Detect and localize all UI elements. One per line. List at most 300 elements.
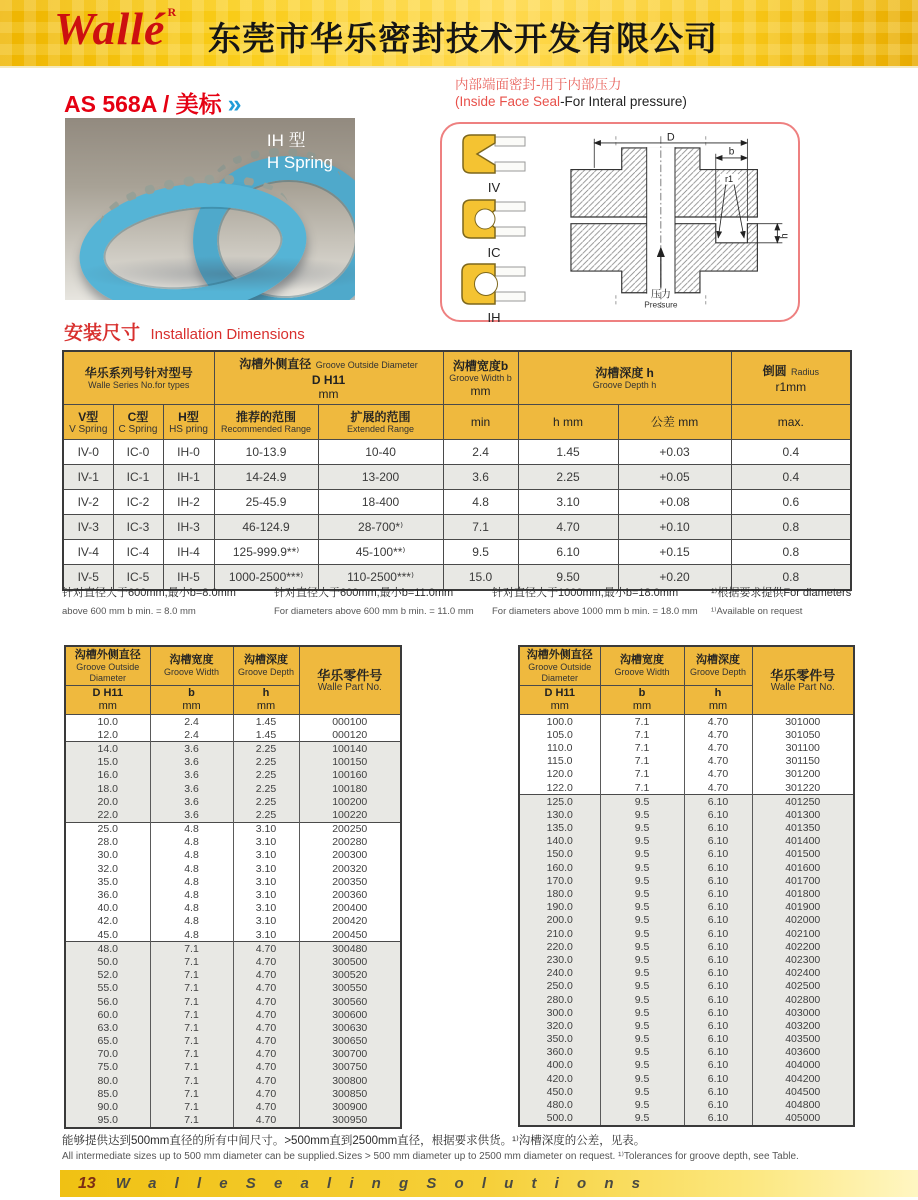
table-cell: 125-999.9**⁾ <box>214 540 318 565</box>
table-cell: 200300 <box>299 849 401 862</box>
table-cell: 22.0 <box>65 808 150 822</box>
table-cell: 100150 <box>299 756 401 769</box>
radius-en: Radius <box>791 367 820 377</box>
footer-brand: W a l l e S e a l i n g S o l u t i o n s <box>115 1175 648 1192</box>
part-no-header: 华乐零件号 Walle Part No. <box>752 646 854 715</box>
table-row <box>65 822 401 836</box>
table-row <box>65 756 401 769</box>
table-row <box>65 1008 401 1021</box>
groove-width-header: 沟槽宽度 Groove Width <box>150 646 233 686</box>
table-cell: 0.4 <box>731 465 851 490</box>
table-cell: 6.10 <box>684 953 752 966</box>
table-cell: 360.0 <box>519 1046 600 1059</box>
table-cell: 3.6 <box>150 756 233 769</box>
table-cell: 0.6 <box>731 490 851 515</box>
h-header: h mm <box>684 686 752 715</box>
table-cell: 122.0 <box>519 781 600 795</box>
table-row <box>65 795 401 808</box>
table-cell: 6.10 <box>684 1019 752 1032</box>
table-cell: 4.70 <box>518 515 618 540</box>
table-cell: 3.6 <box>150 742 233 756</box>
table-cell: 6.10 <box>684 822 752 835</box>
groove-od-unit: mm <box>318 387 339 401</box>
note-1: 针对直径大于600mm,最小b=8.0mm above 600 mm b min. = 8.0 mm <box>62 587 236 617</box>
table-cell: 4.70 <box>233 1114 299 1128</box>
table-header-row <box>65 646 401 686</box>
table-cell: 4.70 <box>684 781 752 795</box>
table-cell: 300600 <box>299 1008 401 1021</box>
table-row <box>65 742 401 756</box>
table-cell: 7.1 <box>150 1074 233 1087</box>
inside-face-seal-en-red: (Inside Face Seal <box>455 94 561 109</box>
table-cell: 4.8 <box>150 822 233 836</box>
table-cell: 7.1 <box>600 741 684 754</box>
table-cell: 45-100**⁾ <box>318 540 443 565</box>
table-row <box>63 515 851 540</box>
table-cell: 9.5 <box>600 953 684 966</box>
ic-profile-icon <box>459 197 529 241</box>
table-cell: 350.0 <box>519 1033 600 1046</box>
table-cell: 7.1 <box>150 1061 233 1074</box>
table-cell: 4.8 <box>150 836 233 849</box>
table-cell: 4.70 <box>233 955 299 968</box>
table-cell: IH-0 <box>163 440 214 465</box>
radius-symbol: r1mm <box>775 380 807 394</box>
table-row <box>519 1033 854 1046</box>
table-cell: 3.6 <box>150 769 233 782</box>
table-cell: 14.0 <box>65 742 150 756</box>
table-row <box>65 808 401 822</box>
table-cell: 000120 <box>299 728 401 742</box>
table-cell: 4.70 <box>684 755 752 768</box>
table-cell: 401700 <box>752 874 854 887</box>
footer-note: 能够提供达到500mm直径的所有中间尺寸。>500mm直到2500mm直径，根据要求供货。¹⁾沟槽深度的公差，见表。 All intermediate sizes up to 500 mm diameter can be supplied.Sizes > 500 mm diameter up to 2500 mm diameter on request. ¹⁾Tolerances for groove depth, see Table. <box>62 1135 799 1162</box>
table-cell: 7.1 <box>150 969 233 982</box>
table-row <box>519 1085 854 1098</box>
profile-iv <box>454 132 534 194</box>
inside-face-seal-cn: 内部端面密封-用于内部压力 <box>455 77 622 92</box>
table-cell: 9.5 <box>600 914 684 927</box>
seal-product-photo <box>65 118 355 300</box>
table-cell: 6.10 <box>684 901 752 914</box>
table-cell: IH-4 <box>163 540 214 565</box>
table-row <box>519 822 854 835</box>
table-row <box>519 781 854 795</box>
table-cell: 300520 <box>299 969 401 982</box>
table-subheader-row <box>63 405 851 440</box>
install-heading <box>64 318 305 345</box>
table-cell: 46-124.9 <box>214 515 318 540</box>
table-cell: 9.50 <box>518 565 618 591</box>
table-row <box>519 1006 854 1019</box>
table-cell: 2.4 <box>150 728 233 742</box>
table-row <box>519 953 854 966</box>
dim-label-h: h <box>779 233 791 239</box>
table-cell: IV-0 <box>63 440 113 465</box>
table-cell: 7.1 <box>150 955 233 968</box>
table-cell: 220.0 <box>519 940 600 953</box>
groove-od-en: Groove Outside Diameter <box>315 360 418 370</box>
table-cell: 9.5 <box>600 901 684 914</box>
table-cell: 7.1 <box>150 1087 233 1100</box>
table-cell: 85.0 <box>65 1087 150 1100</box>
d-h11-header: D H11 mm <box>519 686 600 715</box>
table-row <box>63 440 851 465</box>
table-cell: 15.0 <box>65 756 150 769</box>
table-cell: IH-2 <box>163 490 214 515</box>
table-cell: IC-1 <box>113 465 163 490</box>
table-cell: 6.10 <box>684 1112 752 1126</box>
table-cell: 10.0 <box>65 715 150 729</box>
series-header-cn: 华乐系列号针对型号 <box>84 365 193 380</box>
groove-depth-header: 沟槽深度 Groove Depth <box>233 646 299 686</box>
table-cell: 401900 <box>752 901 854 914</box>
table-cell: 100160 <box>299 769 401 782</box>
table-cell: 3.10 <box>233 888 299 901</box>
table-cell: 301100 <box>752 741 854 754</box>
table-cell: 2.25 <box>518 465 618 490</box>
table-cell: 2.25 <box>233 742 299 756</box>
table-row <box>63 490 851 515</box>
table-cell: 100180 <box>299 782 401 795</box>
table-cell: 2.25 <box>233 808 299 822</box>
table-row <box>65 955 401 968</box>
radius-header <box>731 351 851 405</box>
part-no-header: 华乐零件号 Walle Part No. <box>299 646 401 715</box>
table-cell: 3.10 <box>233 915 299 928</box>
table-row <box>519 874 854 887</box>
table-cell: 4.70 <box>684 768 752 781</box>
table-cell: 9.5 <box>443 540 518 565</box>
installation-dimensions-table <box>62 350 852 591</box>
table-row <box>519 808 854 821</box>
extended-range-header: 扩展的范围 Extended Range <box>318 405 443 440</box>
table-cell: +0.10 <box>618 515 731 540</box>
table-cell: 3.10 <box>233 836 299 849</box>
table-cell: 1.45 <box>233 715 299 729</box>
table-cell: 6.10 <box>684 808 752 821</box>
header-band <box>0 0 918 68</box>
table-cell: 6.10 <box>684 1006 752 1019</box>
table-cell: 200350 <box>299 875 401 888</box>
table-cell: 9.5 <box>600 993 684 1006</box>
table-cell: 3.10 <box>233 862 299 875</box>
table-cell: 250.0 <box>519 980 600 993</box>
inside-face-seal-label <box>455 76 687 110</box>
profile-ih-label: IH <box>487 310 501 325</box>
table-cell: 4.70 <box>684 715 752 729</box>
table-cell: IC-4 <box>113 540 163 565</box>
table-cell: 80.0 <box>65 1074 150 1087</box>
table-cell: 300950 <box>299 1114 401 1128</box>
table-cell: 401800 <box>752 887 854 900</box>
table-cell: IV-4 <box>63 540 113 565</box>
table-cell: 3.10 <box>233 902 299 915</box>
inside-face-seal-en-rest: -For Interal pressure) <box>560 94 687 109</box>
pressure-label-cn: 压力 <box>650 289 671 301</box>
table-cell: 301000 <box>752 715 854 729</box>
groove-depth-group-header <box>518 351 731 405</box>
table-cell: 7.1 <box>600 755 684 768</box>
table-cell: 7.1 <box>150 942 233 956</box>
table-cell: 12.0 <box>65 728 150 742</box>
table-row <box>519 927 854 940</box>
standard-title <box>64 86 242 119</box>
table-cell: 65.0 <box>65 1035 150 1048</box>
table-cell: 6.10 <box>684 887 752 900</box>
table-row <box>519 1019 854 1032</box>
table-row <box>65 1087 401 1100</box>
table-cell: 3.10 <box>233 928 299 942</box>
table-cell: 401350 <box>752 822 854 835</box>
table-cell: 100200 <box>299 795 401 808</box>
table-cell: 404500 <box>752 1085 854 1098</box>
table-cell: 7.1 <box>150 1100 233 1113</box>
table-cell: 90.0 <box>65 1100 150 1113</box>
table-cell: 3.10 <box>233 849 299 862</box>
table-cell: 4.8 <box>150 902 233 915</box>
table-cell: 4.8 <box>150 928 233 942</box>
table-cell: +0.03 <box>618 440 731 465</box>
table-row <box>65 982 401 995</box>
c-spring-header: C型 C Spring <box>113 405 163 440</box>
table-cell: 30.0 <box>65 849 150 862</box>
table-cell: 9.5 <box>600 861 684 874</box>
table-cell: 4.70 <box>233 942 299 956</box>
table-cell: 110.0 <box>519 741 600 754</box>
profile-iv-label: IV <box>487 180 501 195</box>
table-cell: 4.70 <box>233 969 299 982</box>
table-cell: 9.5 <box>600 1112 684 1126</box>
table-cell: +0.20 <box>618 565 731 591</box>
table-cell: 35.0 <box>65 875 150 888</box>
table-cell: 4.70 <box>233 1100 299 1113</box>
table-cell: 6.10 <box>684 874 752 887</box>
table-cell: 420.0 <box>519 1072 600 1085</box>
table-cell: 0.8 <box>731 565 851 591</box>
max-header: max. <box>731 405 851 440</box>
table-cell: 3.10 <box>233 875 299 888</box>
installation-diagram-box <box>440 122 800 325</box>
photo-caption-en: H Spring <box>266 153 333 172</box>
pressure-label-en: Pressure <box>644 299 678 310</box>
table-cell: 9.5 <box>600 1072 684 1085</box>
table-cell: 301200 <box>752 768 854 781</box>
table-cell: 200420 <box>299 915 401 928</box>
table-cell: 125.0 <box>519 795 600 809</box>
table-cell: 95.0 <box>65 1114 150 1128</box>
groove-od-cn: 沟槽外侧直径 <box>239 357 312 371</box>
standard-title-text: AS 568A / 美标 <box>64 91 222 117</box>
table-cell: 60.0 <box>65 1008 150 1021</box>
table-cell: 300850 <box>299 1087 401 1100</box>
table-cell: 400.0 <box>519 1059 600 1072</box>
table-cell: 0.4 <box>731 440 851 465</box>
table-row <box>65 1048 401 1061</box>
install-heading-cn: 安装尺寸 <box>64 323 141 344</box>
table-cell: 18-400 <box>318 490 443 515</box>
table-cell: 115.0 <box>519 755 600 768</box>
photo-caption-cn: IH 型 <box>266 131 306 150</box>
table-cell: 50.0 <box>65 955 150 968</box>
table-cell: 4.70 <box>233 1035 299 1048</box>
ih-profile-icon <box>459 262 529 306</box>
table-cell: IV-2 <box>63 490 113 515</box>
table-header-row <box>519 646 854 686</box>
dim-label-r1: r1 <box>725 174 734 185</box>
table-cell: 450.0 <box>519 1085 600 1098</box>
table-cell: 3.10 <box>233 822 299 836</box>
table-cell: 63.0 <box>65 1021 150 1034</box>
table-row <box>519 1098 854 1111</box>
table-cell: 2.4 <box>150 715 233 729</box>
table-cell: 403500 <box>752 1033 854 1046</box>
groove-od-header: 沟槽外侧直径 Groove Outside Diameter <box>519 646 600 686</box>
table-row <box>519 1112 854 1126</box>
table-cell: 56.0 <box>65 995 150 1008</box>
table-cell: 300.0 <box>519 1006 600 1019</box>
table-cell: 301050 <box>752 728 854 741</box>
table-row <box>65 902 401 915</box>
table-cell: 3.10 <box>518 490 618 515</box>
table-row <box>519 1046 854 1059</box>
footer-bar <box>60 1170 918 1197</box>
table-cell: 6.10 <box>684 1046 752 1059</box>
table-cell: 4.70 <box>233 1021 299 1034</box>
table-cell: 1.45 <box>233 728 299 742</box>
table-cell: 140.0 <box>519 835 600 848</box>
table-row <box>519 835 854 848</box>
dim-label-d: D <box>666 131 675 144</box>
table-cell: 6.10 <box>684 1033 752 1046</box>
table-cell: 4.70 <box>233 1087 299 1100</box>
table-cell: 200280 <box>299 836 401 849</box>
inside-face-seal-en <box>455 93 687 110</box>
table-row <box>65 1074 401 1087</box>
table-row <box>519 741 854 754</box>
table-row <box>65 995 401 1008</box>
table-cell: 20.0 <box>65 795 150 808</box>
table-row <box>519 715 854 729</box>
recommended-range-header: 推荐的范围 Recommended Range <box>214 405 318 440</box>
table-row <box>519 901 854 914</box>
table-row <box>65 836 401 849</box>
groove-width-cn: 沟槽宽度b <box>452 358 509 373</box>
table-cell: 300900 <box>299 1100 401 1113</box>
table-cell: 180.0 <box>519 887 600 900</box>
table-cell: 500.0 <box>519 1112 600 1126</box>
table-cell: 9.5 <box>600 1098 684 1111</box>
table-cell: 25-45.9 <box>214 490 318 515</box>
table-row <box>65 928 401 942</box>
table-cell: IH-5 <box>163 565 214 591</box>
table-cell: 6.10 <box>684 993 752 1006</box>
ring-shadow <box>75 256 355 292</box>
table-row <box>519 993 854 1006</box>
cross-section-drawing <box>536 128 794 316</box>
table-row <box>519 768 854 781</box>
table-cell: 4.70 <box>233 1074 299 1087</box>
table-cell: 28-700*⁾ <box>318 515 443 540</box>
table-cell: 2.25 <box>233 756 299 769</box>
table-row <box>519 1059 854 1072</box>
table-cell: 4.70 <box>233 1048 299 1061</box>
table-cell: 45.0 <box>65 928 150 942</box>
table-cell: 240.0 <box>519 967 600 980</box>
table-cell: 280.0 <box>519 993 600 1006</box>
table-cell: IV-5 <box>63 565 113 591</box>
table-cell: 9.5 <box>600 887 684 900</box>
table-cell: 9.5 <box>600 822 684 835</box>
table-cell: 135.0 <box>519 822 600 835</box>
table-cell: 55.0 <box>65 982 150 995</box>
table-row <box>65 1035 401 1048</box>
table-row <box>65 1061 401 1074</box>
series-group-header <box>63 351 214 405</box>
part-number-table-right <box>518 645 855 1127</box>
table-cell: 36.0 <box>65 888 150 901</box>
groove-od-group-header <box>214 351 443 405</box>
table-row <box>65 875 401 888</box>
table-cell: 10-40 <box>318 440 443 465</box>
table-cell: 7.1 <box>600 728 684 741</box>
table-cell: 4.70 <box>233 1061 299 1074</box>
table-row <box>519 755 854 768</box>
table-cell: 200320 <box>299 862 401 875</box>
table-cell: 404000 <box>752 1059 854 1072</box>
table-cell: +0.15 <box>618 540 731 565</box>
table-row <box>65 1114 401 1128</box>
table-cell: 7.1 <box>150 1035 233 1048</box>
table-cell: 7.1 <box>443 515 518 540</box>
table-cell: IC-0 <box>113 440 163 465</box>
table-cell: 6.10 <box>684 940 752 953</box>
table-cell: 000100 <box>299 715 401 729</box>
table-cell: 200250 <box>299 822 401 836</box>
logo-text: Wallé <box>54 3 166 54</box>
table-cell: 2.25 <box>233 769 299 782</box>
note-2: 针对直径大于600mm,最小b=11.0mm For diameters above 600 mm b min. = 11.0 mm <box>274 587 474 617</box>
note-4: ¹⁾根据要求提供For diameters ¹⁾Available on request <box>711 587 852 617</box>
table-cell: 9.5 <box>600 1033 684 1046</box>
iv-profile-icon <box>459 132 529 176</box>
table-cell: 7.1 <box>150 1114 233 1128</box>
table-cell: 9.5 <box>600 1059 684 1072</box>
table-cell: 2.25 <box>233 795 299 808</box>
table-cell: 9.5 <box>600 1006 684 1019</box>
table-row <box>65 1100 401 1113</box>
table-cell: 120.0 <box>519 768 600 781</box>
table-cell: 402100 <box>752 927 854 940</box>
table-cell: 401500 <box>752 848 854 861</box>
table-row <box>519 914 854 927</box>
part-table-right-body <box>519 715 854 1126</box>
table-row <box>65 888 401 901</box>
table-row <box>519 940 854 953</box>
table-row <box>65 769 401 782</box>
table-cell: 25.0 <box>65 822 150 836</box>
table-cell: 300560 <box>299 995 401 1008</box>
table-cell: 9.5 <box>600 795 684 809</box>
table-cell: 401300 <box>752 808 854 821</box>
table-cell: 210.0 <box>519 927 600 940</box>
table-cell: 100140 <box>299 742 401 756</box>
company-name: 东莞市华乐密封技术开发有限公司 <box>208 20 718 57</box>
table-cell: 6.10 <box>684 1072 752 1085</box>
table-cell: 403000 <box>752 1006 854 1019</box>
table-cell: +0.05 <box>618 465 731 490</box>
table-cell: 4.8 <box>150 915 233 928</box>
